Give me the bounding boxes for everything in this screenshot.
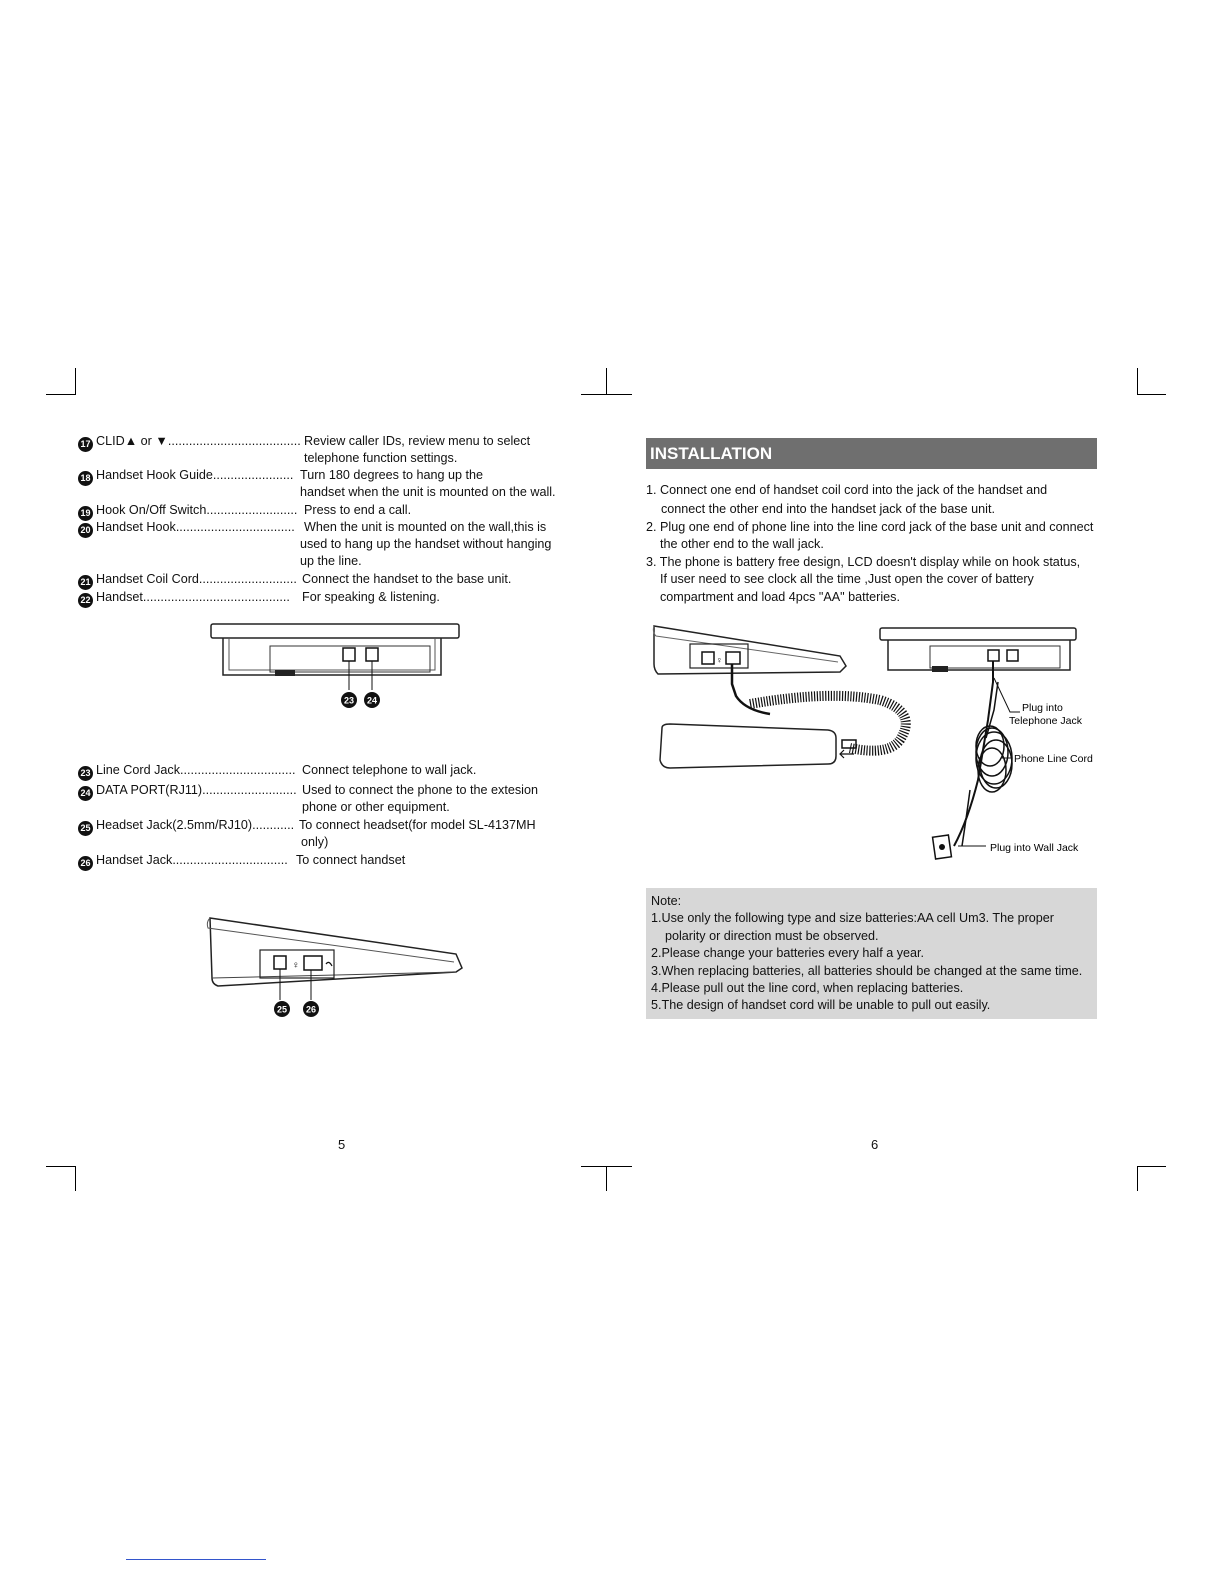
part-desc <box>302 589 440 606</box>
label-phone-line-cord: Phone Line Cord <box>1014 753 1093 765</box>
headset-icon: ♀ <box>716 655 723 665</box>
part-desc <box>304 502 411 519</box>
part-label: Handset Jack <box>96 853 173 867</box>
desc-line: Turn 180 degrees to hang up the <box>300 468 483 482</box>
part-desc <box>299 817 536 851</box>
installation-figure <box>650 620 1110 870</box>
desc-line: telephone function settings. <box>304 451 458 465</box>
desc-line: phone or other equipment. <box>302 800 450 814</box>
part-desc <box>300 519 552 570</box>
callout-number: 21 <box>78 575 93 590</box>
figure-callout-23: 23 <box>343 695 355 706</box>
callout-number: 18 <box>78 471 93 486</box>
note-line: polarity or direction must be observed. <box>651 928 879 943</box>
headset-icon: ♀ <box>292 960 300 971</box>
part-desc <box>302 782 538 816</box>
figure-callout-24: 24 <box>366 695 378 706</box>
crop-mark <box>46 1166 76 1167</box>
callout-number: 19 <box>78 506 93 521</box>
part-label: Handset <box>96 590 143 604</box>
leader-dots: ...................................... <box>167 434 301 448</box>
handset-icon <box>326 962 332 966</box>
desc-line: Press to end a call. <box>304 503 412 517</box>
part-desc <box>302 571 511 588</box>
page-number-right: 6 <box>871 1137 879 1152</box>
step-line: connect the other end into the handset jack of the base unit. <box>647 502 995 516</box>
callout-number: 17 <box>78 437 93 452</box>
leader-dots: ................................. <box>172 853 288 867</box>
crop-mark <box>606 368 607 395</box>
installation-header: INSTALLATION <box>646 438 1097 469</box>
callout-number: 23 <box>78 766 93 781</box>
part-item-23 <box>78 762 477 781</box>
desc-line: handset when the unit is mounted on the wall. <box>300 485 556 499</box>
part-label: Hook On/Off Switch <box>96 503 207 517</box>
leader-dots: .......................................... <box>142 590 290 604</box>
desc-line: only) <box>301 835 329 849</box>
label-plug-into: Plug into <box>1022 702 1063 714</box>
part-item-20 <box>78 519 552 568</box>
note-line: 3.When replacing batteries, all batteries should be changed at the same time. <box>651 963 1083 978</box>
part-label: Line Cord Jack <box>96 763 180 777</box>
leader-dots: .......................... <box>206 503 298 517</box>
callout-number: 20 <box>78 523 93 538</box>
crop-mark <box>581 394 632 395</box>
part-label: Handset Coil Cord <box>96 572 199 586</box>
part-desc <box>302 762 476 779</box>
step-line: 1. Connect one end of handset coil cord into the jack of the handset and <box>646 483 1048 497</box>
part-item-24 <box>78 782 538 814</box>
crop-mark <box>75 368 76 395</box>
part-item-25 <box>78 817 536 849</box>
callout-number: 24 <box>78 786 93 801</box>
step-line: 2. Plug one end of phone line into the line cord jack of the base unit and connect <box>646 520 1094 534</box>
crop-mark <box>1137 368 1138 395</box>
part-item-21 <box>78 571 512 590</box>
note-line: 2.Please change your batteries every half a year. <box>651 946 925 961</box>
leader-dots: ........................... <box>202 783 297 797</box>
crop-mark <box>606 1166 607 1191</box>
desc-line: Connect telephone to wall jack. <box>302 763 477 777</box>
crop-mark <box>46 394 76 395</box>
leader-dots: .................................. <box>175 520 295 534</box>
callout-number: 22 <box>78 593 93 608</box>
desc-line: up the line. <box>300 554 362 568</box>
part-label: Handset Hook Guide <box>96 468 213 482</box>
note-title: Note: <box>651 894 682 908</box>
crop-mark <box>75 1166 76 1191</box>
coil-cord <box>750 696 906 751</box>
leader-dots: ....................... <box>212 468 294 482</box>
desc-line: Used to connect the phone to the extesion <box>302 783 538 797</box>
part-label: Handset Hook <box>96 520 176 534</box>
part-desc <box>296 852 405 869</box>
base-side-view-figure <box>200 912 470 1024</box>
part-label: Headset Jack(2.5mm/RJ10) <box>96 818 253 832</box>
part-item-17 <box>78 433 531 465</box>
part-desc <box>304 433 530 467</box>
leader-dots: ............ <box>252 818 295 832</box>
part-label: DATA PORT(RJ11) <box>96 783 203 797</box>
callout-number: 25 <box>78 821 93 836</box>
desc-line: When the unit is mounted on the wall,this is <box>304 520 547 534</box>
crop-mark <box>1137 394 1166 395</box>
step-line: the other end to the wall jack. <box>646 537 824 551</box>
part-desc <box>300 467 556 501</box>
leader-dots: ............................ <box>198 572 297 586</box>
label-plug-wall-jack: Plug into Wall Jack <box>990 842 1079 854</box>
crop-mark <box>1137 1166 1138 1191</box>
figure-callout-25: 25 <box>276 1004 288 1015</box>
figure-callout-26: 26 <box>305 1004 317 1015</box>
step-line: compartment and load 4pcs "AA" batteries. <box>646 590 900 604</box>
desc-line: For speaking & listening. <box>302 590 440 604</box>
leader-dots: ................................. <box>180 763 296 777</box>
callout-number: 26 <box>78 856 93 871</box>
part-item-18 <box>78 467 556 499</box>
note-line: 4.Please pull out the line cord, when replacing batteries. <box>651 981 964 996</box>
note-line: 1.Use only the following type and size batteries:AA cell Um3. The proper <box>651 911 1054 926</box>
crop-mark <box>1137 1166 1166 1167</box>
page-number-left: 5 <box>338 1137 346 1152</box>
desc-line: To connect handset <box>296 853 406 867</box>
link-underline <box>126 1559 266 1560</box>
step-line: 3. The phone is battery free design, LCD doesn't display while on hook status, <box>646 555 1081 569</box>
note-box <box>646 888 1097 1019</box>
note-line: 5.The design of handset cord will be unable to pull out easily. <box>651 998 991 1013</box>
base-rear-view-figure <box>205 620 465 712</box>
desc-line: Connect the handset to the base unit. <box>302 572 512 586</box>
desc-line: To connect headset(for model SL-4137MH <box>299 818 536 832</box>
part-item-26 <box>78 852 406 871</box>
desc-line: Review caller IDs, review menu to select <box>304 434 531 448</box>
part-item-22 <box>78 589 440 608</box>
desc-line: used to hang up the handset without hanging <box>300 537 552 551</box>
label-telephone-jack: Telephone Jack <box>1009 715 1082 727</box>
part-label: CLID▲ or ▼ <box>96 434 168 448</box>
step-line: If user need to see clock all the time ,Just open the cover of battery <box>646 572 1034 586</box>
